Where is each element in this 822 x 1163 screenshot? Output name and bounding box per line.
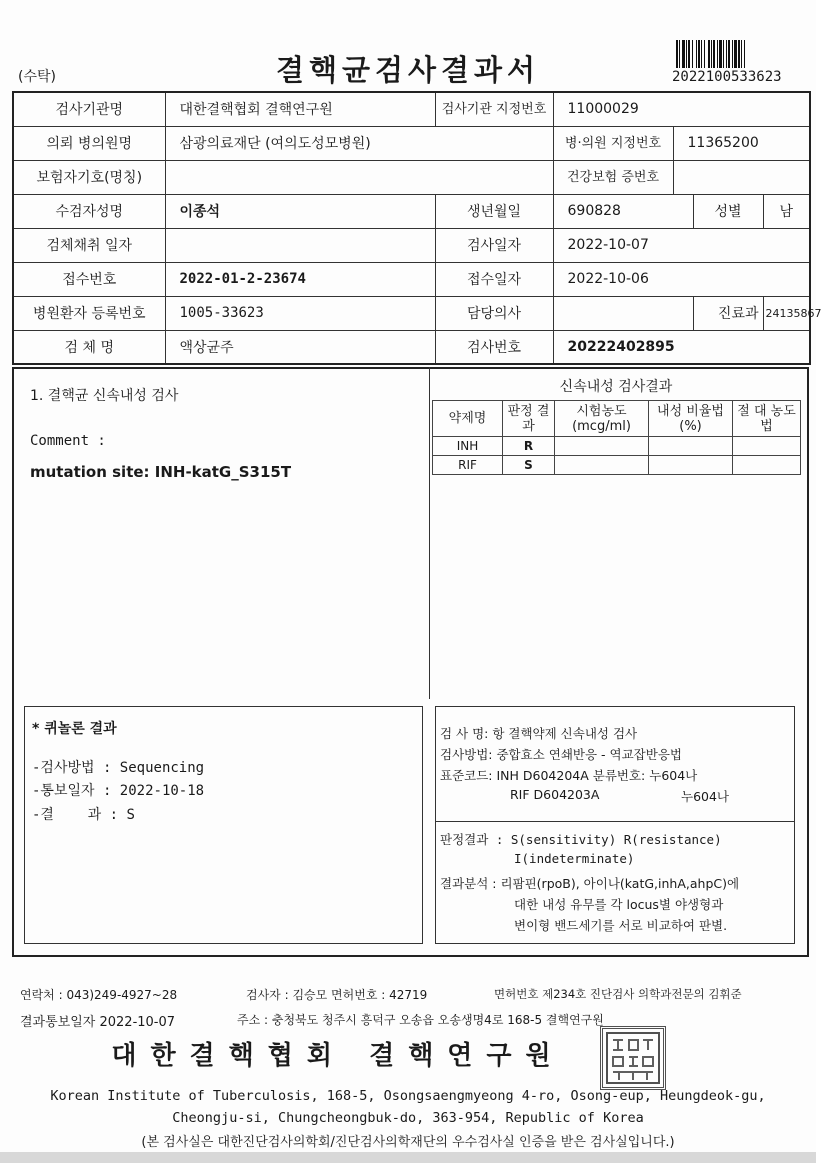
table-row [433,456,801,475]
certification: (본 검사실은 대한진단검사의학회/진단검사의학재단의 우수검사실 인증을 받은 검사실입니다.) [141,1135,675,1150]
test-date-label: 검사일자 [435,228,553,262]
lab-name: 대한결핵협회 결핵연구원 [165,92,435,126]
collect-date-label: 검체채취 일자 [13,228,165,262]
receipt-no: 2022-01-2-23674 [165,262,435,296]
tester: 검사자 : 김승모 면허번호 : 42719 [246,988,428,1002]
official-seal [600,1026,666,1090]
sus-drug: INH [433,437,503,456]
sus-drug: RIF [433,456,503,475]
quinolone-box [24,706,423,944]
patient-info-table [12,91,822,365]
doctor-label: 담당의사 [435,296,553,330]
address-en-line-2: Cheongju-si, Chungcheongbuk-do, 363-954, Republic of Korea [172,1110,644,1126]
method-class-code-2: 누604나 [681,789,730,804]
insured-value [165,160,553,194]
doctor-value [553,296,693,330]
address-ko: 주소 : 충청북도 청주시 흥덕구 오송읍 오송생명4로 168-5 결핵연구원 [237,1013,604,1027]
reg-no: 1005-33623 [165,296,435,330]
quinolone-result: -결 과 : S [32,807,135,823]
method-test-name: 검 사 명: 항 결핵약제 신속내성 검사 [440,726,638,741]
table-row [433,437,801,456]
sus-header-result: 판정 결과 [503,401,555,437]
analysis-line-1: 결과분석 : 리팜핀(rpoB), 아이나(katG,inhA,ahpC)에 [440,876,740,891]
test-no-label: 검사번호 [435,330,553,364]
sus-header-conc: 시험농도 (mcg/ml) [555,401,649,437]
mutation-site: mutation site: INH-katG_S315T [30,463,292,481]
test-title: 1. 결핵균 신속내성 검사 [30,388,179,404]
test-date: 2022-10-07 [553,228,810,262]
method-separator [435,821,795,822]
report-date: 결과통보일자 2022-10-07 [20,1015,176,1030]
health-card-label: 건강보험 증번호 [553,160,673,194]
lab-code: 11000029 [553,92,810,126]
method-std-code-2: RIF D604203A [510,787,600,802]
insured-label: 보험자기호(명칭) [13,160,165,194]
seal-icon [605,1031,661,1085]
contact: 연락처 : 043)249-4927~28 [20,988,178,1002]
comment-label: Comment : [30,433,106,449]
receipt-date-label: 접수일자 [435,262,553,296]
patient-label: 수검자성명 [13,194,165,228]
reg-no-label: 병원환자 등록번호 [13,296,165,330]
judge-line-1: 판정결과 : S(sensitivity) R(resistance) [440,832,722,847]
license: 면허번호 제234호 진단검사 의학과전문의 김휘준 [494,987,742,1001]
specimen: 액상균주 [165,330,435,364]
sus-header-drug: 약제명 [433,401,503,437]
susceptibility-title: 신속내성 검사결과 [559,379,673,395]
analysis-line-3: 변이형 밴드세기를 서로 비교하여 판별. [514,918,728,933]
dept-label: 진료과 [693,296,763,330]
result-divider [429,367,430,699]
institute-name: 대한결핵협회 결핵연구원 [111,1041,565,1071]
lab-name-label: 검사기관명 [13,92,165,126]
barcode [676,40,790,68]
analysis-line-2: 대한 내성 유무를 각 locus별 야생형과 [514,897,724,912]
sus-result: R [503,437,555,456]
patient-name: 이종석 [165,194,435,228]
barcode-number: 2022100533623 [672,69,782,85]
method-method: 검사방법: 중합효소 연쇄반응 - 역교잡반응법 [440,747,682,762]
dept-value: 24135867 [763,296,810,330]
bottom-strip [0,1152,816,1163]
quinolone-method: -검사방법 : Sequencing [32,760,205,776]
hospital-name: 삼광의료재단 (여의도성모병원) [165,126,553,160]
dob-label: 생년월일 [435,194,553,228]
document-title: 결핵균검사결과서 [275,53,541,87]
sex: 남 [763,194,810,228]
sus-header-ratio: 내성 비율법(%) [649,401,733,437]
method-std-code: 표준코드: INH D604204A 분류번호: 누604나 [440,768,698,783]
address-en-line-1: Korean Institute of Tuberculosis, 168-5, Osongsaengmyeong 4-ro, Osong-eup, Heungdeok-gu, [50,1088,766,1104]
quinolone-date: -통보일자 : 2022-10-18 [32,783,205,799]
receipt-date: 2022-10-06 [553,262,810,296]
sex-label: 성별 [693,194,763,228]
quinolone-title: * 퀴놀론 결과 [32,721,117,737]
lab-code-label: 검사기관 지정번호 [435,92,553,126]
susceptibility-table [432,400,801,475]
hospital-code: 11365200 [673,126,810,160]
receipt-no-label: 접수번호 [13,262,165,296]
specimen-label: 검 체 명 [13,330,165,364]
hospital-code-label: 병·의원 지정번호 [553,126,673,160]
dob: 690828 [553,194,693,228]
barcode-bar [745,40,746,68]
hospital-label: 의뢰 병의원명 [13,126,165,160]
health-card-value [673,160,810,194]
test-no: 20222402895 [553,330,810,364]
judge-line-2: I(indeterminate) [514,851,635,866]
collect-date [165,228,435,262]
sus-result: S [503,456,555,475]
sus-header-absolute: 절 대 농도법 [733,401,801,437]
copy-type: (수탁) [18,69,56,85]
